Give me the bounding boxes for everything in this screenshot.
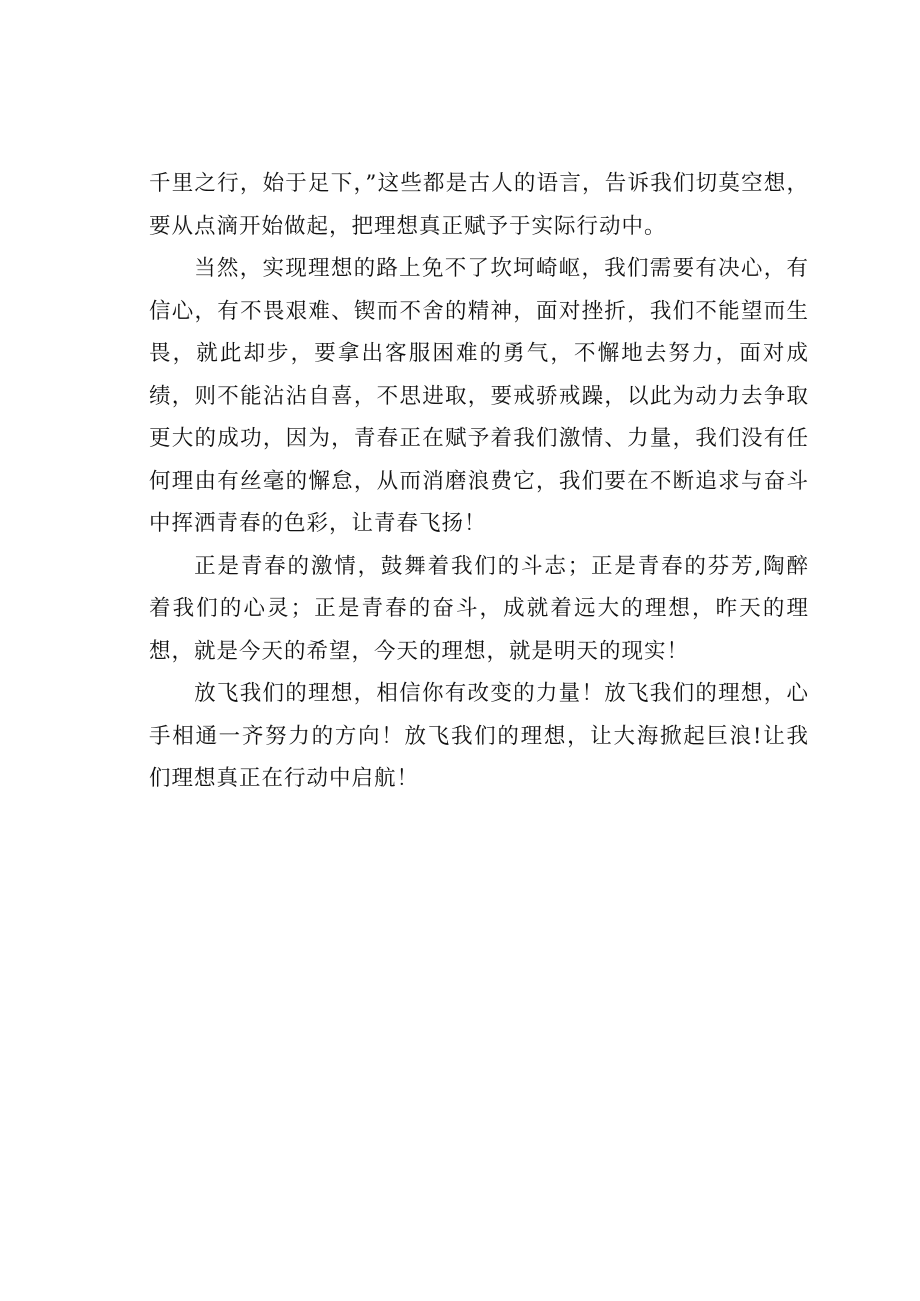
paragraph-3: 正是青春的激情，鼓舞着我们的斗志；正是青春的芬芳,陶醉着我们的心灵；正是青春的奋斗，成就着远大的理想，昨天的理想，就是今天的希望，今天的理想，就是明天的现实！ [149, 553, 809, 664]
paragraph-4: 放飞我们的理想，相信你有改变的力量！放飞我们的理想，心手相通一齐努力的方向！放飞我们的理想，让大海掀起巨浪!让我们理想真正在行动中启航！ [149, 681, 809, 791]
document-body [149, 163, 809, 801]
paragraph-1: 千里之行，始于足下，”这些都是古人的语言，告诉我们切莫空想，要从点滴开始做起，把理想真正赋予于实际行动中。 [149, 171, 809, 239]
paragraph-2: 当然，实现理想的路上免不了坎坷崎岖，我们需要有决心，有信心，有不畏艰难、锲而不舍的精神，面对挫折，我们不能望而生畏，就此却步，要拿出客服困难的勇气，不懈地去努力，面对成绩，则不能沾沾自喜，不思进取，要戒骄戒躁，以此为动力去争取更大的成功，因为，青春正在赋予着我们激情、力量，我们没有任何理由有丝毫的懈怠，从而消磨浪费它，我们要在不断追求与奋斗中挥洒青春的色彩，让青春飞扬！ [149, 256, 809, 536]
